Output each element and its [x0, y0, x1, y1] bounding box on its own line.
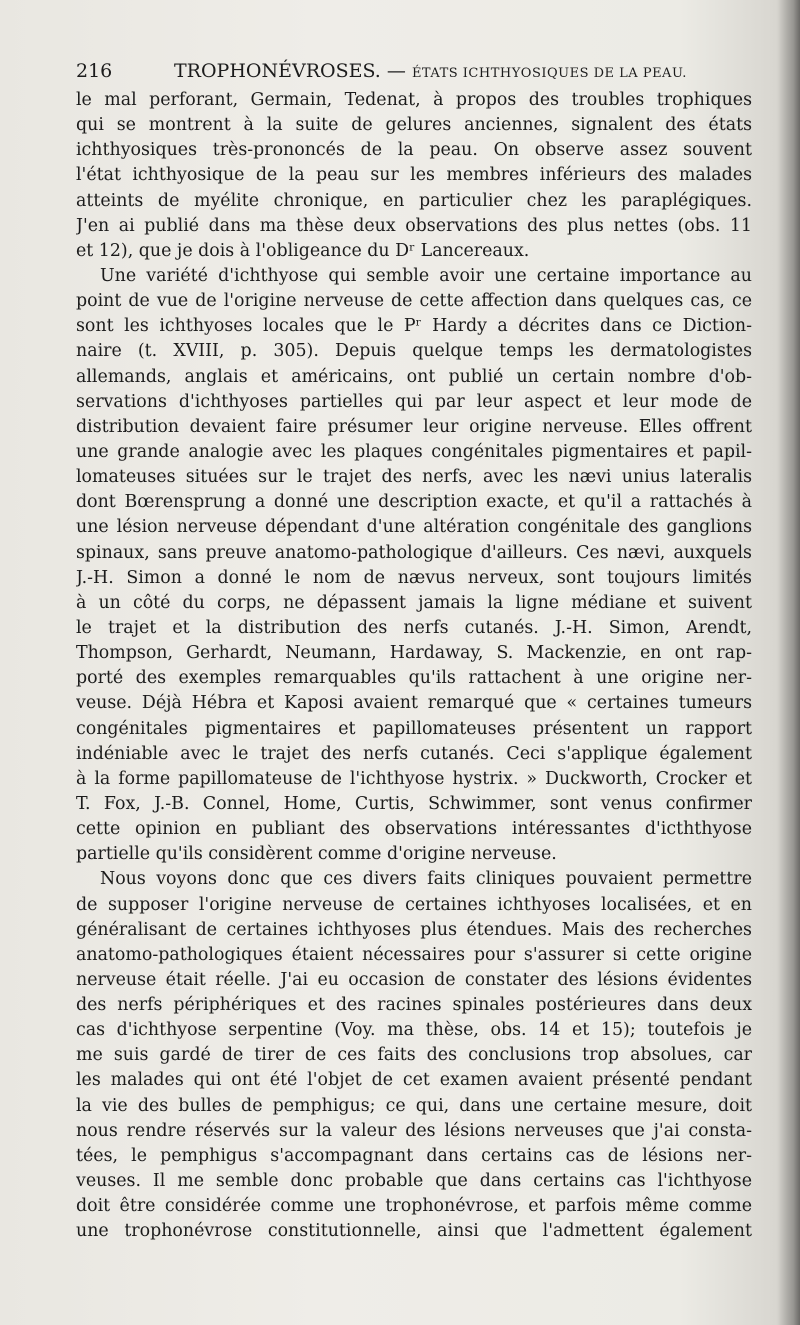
- text-line: Une variété d'ichthyose qui semble avoir une certaine importance au: [100, 265, 752, 286]
- text-line: une trophonévrose constitutionnelle, ainsi que l'admettent également: [76, 1221, 752, 1242]
- text-line: Thompson, Gerhardt, Neumann, Hardaway, S. Mackenzie, en ont rap-: [76, 643, 752, 664]
- text-line: de supposer l'origine nerveuse de certaines ichthyoses localisées, et en: [76, 894, 752, 915]
- running-title-main: TROPHONÉVROSES. —: [174, 60, 412, 82]
- text-line: dont Bœrensprung a donné une description exacte, et qu'il a rattachés à: [76, 492, 752, 513]
- text-line: à la forme papillomateuse de l'ichthyose hystrix. » Duckworth, Crocker et: [76, 768, 752, 789]
- text-line: sont les ichthyoses locales que le Pʳ Hardy a décrites dans ce Diction-: [76, 316, 752, 337]
- text-line: cette opinion en publiant des observations intéressantes d'icththyose: [76, 819, 752, 840]
- text-line: ichthyosiques très-prononcés de la peau. On observe assez souvent: [76, 140, 752, 161]
- text-line: l'état ichthyosique de la peau sur les membres inférieurs des malades: [76, 165, 752, 186]
- running-header: [76, 60, 752, 88]
- text-line: généralisant de certaines ichthyoses plus étendues. Mais des recherches: [76, 919, 752, 940]
- text-line: T. Fox, J.-B. Connel, Home, Curtis, Schwimmer, sont venus confirmer: [76, 793, 752, 814]
- text-line: une lésion nerveuse dépendant d'une altération congénitale des ganglions: [76, 517, 752, 538]
- text-line: le trajet et la distribution des nerfs cutanés. J.-H. Simon, Arendt,: [76, 617, 752, 638]
- text-line: me suis gardé de tirer de ces faits des conclusions trop absolues, car: [76, 1045, 752, 1066]
- text-line: atteints de myélite chronique, en particulier chez les paraplégiques.: [76, 190, 752, 211]
- text-line: la vie des bulles de pemphigus; ce qui, dans une certaine mesure, doit: [76, 1095, 752, 1116]
- text-line: congénitales pigmentaires et papillomateuses présentent un rapport: [76, 718, 752, 739]
- text-line: spinaux, sans preuve anatomo-pathologique d'ailleurs. Ces nævi, auxquels: [76, 542, 752, 563]
- text-line: distribution devaient faire présumer leur origine nerveuse. Elles offrent: [76, 416, 752, 437]
- text-line: servations d'ichthyoses partielles qui par leur aspect et leur mode de: [76, 391, 752, 412]
- text-line: tées, le pemphigus s'accompagnant dans certains cas de lésions ner-: [76, 1145, 752, 1166]
- text-line: lomateuses situées sur le trajet des nerfs, avec les nævi unius lateralis: [76, 467, 752, 488]
- running-title: [174, 60, 687, 82]
- text-line: J'en ai publié dans ma thèse deux observations des plus nettes (obs. 11: [76, 215, 752, 236]
- text-line: et 12), que je dois à l'obligeance du Dʳ Lancereaux.: [76, 240, 530, 261]
- text-line: Nous voyons donc que ces divers faits cliniques pouvaient permettre: [100, 869, 752, 890]
- text-line: une grande analogie avec les plaques congénitales pigmentaires et papil-: [76, 441, 752, 462]
- text-line: veuses. Il me semble donc probable que dans certains cas l'ichthyose: [76, 1171, 752, 1192]
- text-line: J.-H. Simon a donné le nom de nævus nerveux, sont toujours limités: [76, 567, 752, 588]
- text-line: point de vue de l'origine nerveuse de cette affection dans quelques cas, ce: [76, 291, 752, 312]
- text-line: partielle qu'ils considèrent comme d'origine nerveuse.: [76, 844, 557, 865]
- text-line: porté des exemples remarquables qu'ils rattachent à une origine ner-: [76, 668, 752, 689]
- text-line: doit être considérée comme une trophonévrose, et parfois même comme: [76, 1196, 752, 1217]
- text-line: à un côté du corps, ne dépassent jamais la ligne médiane et suivent: [76, 592, 752, 613]
- text-line: nerveuse était réelle. J'ai eu occasion de constater des lésions évidentes: [76, 969, 752, 990]
- text-line: qui se montrent à la suite de gelures anciennes, signalent des états: [76, 115, 752, 136]
- page-edge-shadow: [778, 0, 800, 1325]
- text-line: cas d'ichthyose serpentine (Voy. ma thèse, obs. 14 et 15); toutefois je: [76, 1020, 752, 1041]
- text-line: allemands, anglais et américains, ont publié un certain nombre d'ob-: [76, 366, 752, 387]
- text-line: des nerfs périphériques et des racines spinales postérieures dans deux: [76, 995, 752, 1016]
- running-title-subtitle: ÉTATS ICHTHYOSIQUES DE LA PEAU.: [411, 66, 687, 81]
- text-line: le mal perforant, Germain, Tedenat, à propos des troubles trophiques: [76, 90, 752, 110]
- page-number: 216: [76, 60, 113, 82]
- text-line: anatomo-pathologiques étaient nécessaires pour s'assurer si cette origine: [76, 944, 752, 965]
- text-line: les malades qui ont été l'objet de cet examen avaient présenté pendant: [76, 1070, 752, 1091]
- text-line: veuse. Déjà Hébra et Kaposi avaient remarqué que « certaines tumeurs: [76, 693, 752, 714]
- text-line: nous rendre réservés sur la valeur des lésions nerveuses que j'ai consta-: [76, 1120, 752, 1141]
- body-text: [76, 88, 752, 1244]
- text-line: naire (t. XVIII, p. 305). Depuis quelque temps les dermatologistes: [76, 341, 752, 362]
- text-line: indéniable avec le trajet des nerfs cutanés. Ceci s'applique également: [76, 743, 752, 764]
